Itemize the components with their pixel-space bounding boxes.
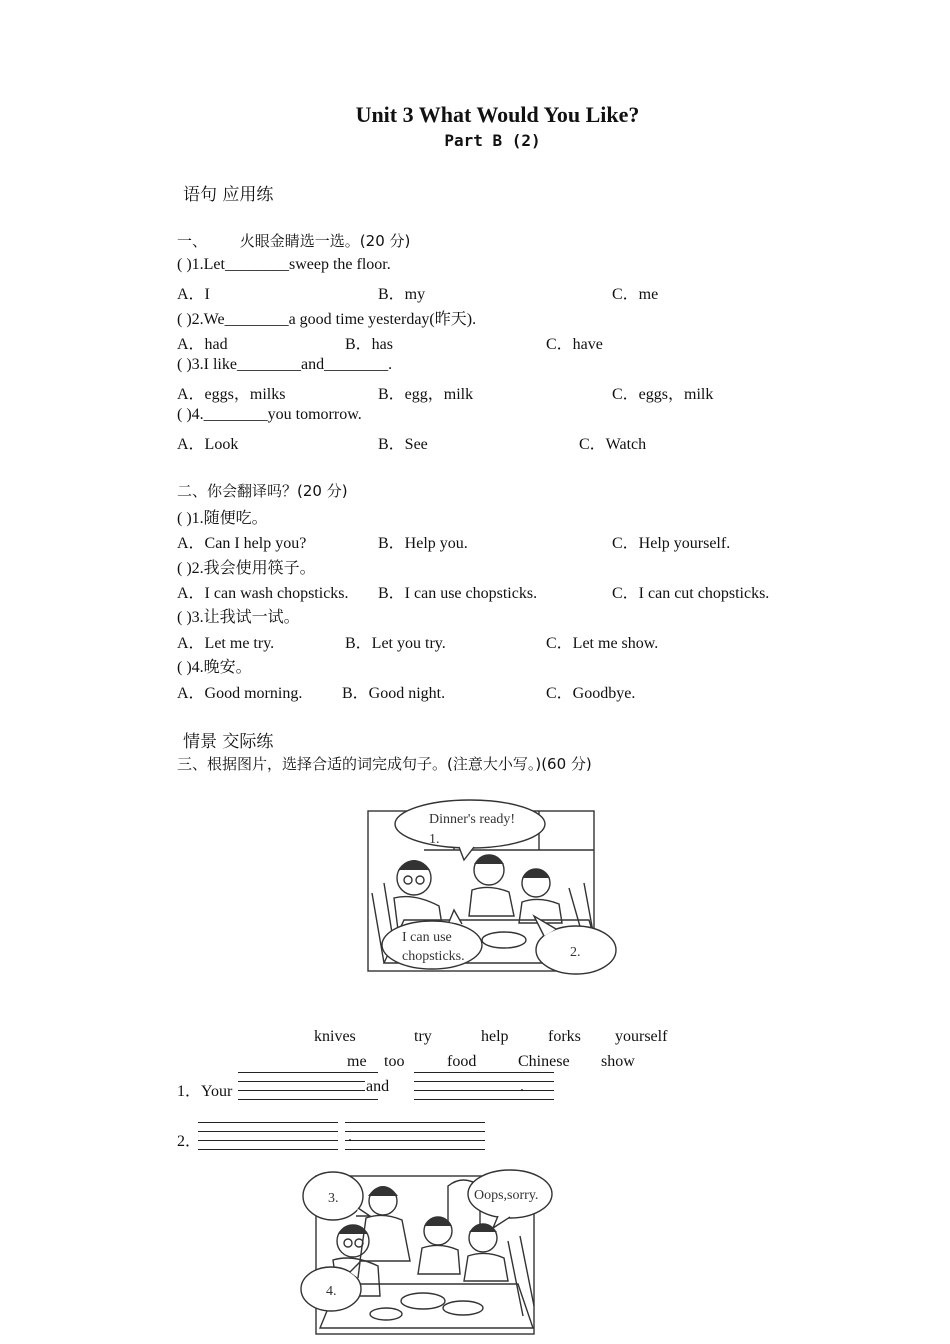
page-subtitle: Part B (2) <box>444 131 541 150</box>
question-text: ( )4.________you tomorrow. <box>177 406 362 423</box>
option-c: C．Goodbye. <box>546 685 636 702</box>
word-bank-word: too <box>384 1053 405 1070</box>
word-bank-word: forks <box>548 1028 581 1045</box>
page-title: Unit 3 What Would You Like? <box>355 102 640 127</box>
writing-line <box>345 1140 485 1141</box>
answer-line-1-period: . <box>520 1078 524 1095</box>
word-bank-word: food <box>447 1053 477 1070</box>
writing-line <box>198 1122 338 1123</box>
section1-heading-text: 火眼金睛选一选。(20 分) <box>239 232 411 250</box>
writing-line <box>238 1081 378 1082</box>
option-a: A．Can I help you? <box>177 535 307 552</box>
option-c: C．Let me show. <box>546 635 659 652</box>
option-b: B．I can use chopsticks. <box>378 585 538 602</box>
answer-line-1-and: and <box>366 1078 390 1095</box>
bubble-blank-3: 3. <box>328 1191 339 1206</box>
word-bank-word: try <box>414 1028 432 1045</box>
option-a: A．Good morning. <box>177 685 303 702</box>
bubble-i-can-use-line1: I can use <box>402 930 452 945</box>
option-b: B．my <box>378 286 426 303</box>
option-a: A．Let me try. <box>177 635 275 652</box>
writing-line <box>198 1149 338 1150</box>
option-a: A．eggs，milks <box>177 386 286 403</box>
answer-line-2-label: 2． <box>177 1133 202 1150</box>
option-a: A．Look <box>177 436 239 453</box>
bubble-i-can-use-line2: chopsticks. <box>402 949 465 964</box>
writing-line <box>345 1131 485 1132</box>
option-c: C．have <box>546 336 603 353</box>
answer-line-2-period: . <box>348 1128 352 1145</box>
question-text: ( )3.让我试一试。 <box>177 609 300 626</box>
writing-line <box>198 1140 338 1141</box>
writing-line <box>198 1131 338 1132</box>
option-c: C．Watch <box>579 436 647 453</box>
bubble-blank-2: 2. <box>570 945 581 960</box>
writing-line <box>238 1072 378 1073</box>
writing-line <box>345 1122 485 1123</box>
section1-heading-num: 一、 <box>177 232 208 250</box>
word-bank-word: show <box>601 1053 635 1070</box>
option-a: A．I <box>177 286 210 303</box>
option-c: C．eggs，milk <box>612 386 714 403</box>
question-text: ( )2.我会使用筷子。 <box>177 560 316 577</box>
question-text: ( )1.随便吃。 <box>177 510 268 527</box>
option-b: B．See <box>378 436 428 453</box>
writing-line <box>414 1072 554 1073</box>
option-b: B．Help you. <box>378 535 468 552</box>
writing-line <box>414 1081 554 1082</box>
section-band-sentence: 语句 应用练 <box>183 185 274 205</box>
section1-heading <box>177 230 410 251</box>
question-text: ( )2.We________a good time yesterday(昨天). <box>177 311 477 328</box>
answer-line-1-label: 1．Your <box>177 1083 233 1100</box>
question-text: ( )4.晚安。 <box>177 659 252 676</box>
option-b: B．Good night. <box>342 685 446 702</box>
option-a: A．I can wash chopsticks. <box>177 585 349 602</box>
writing-line <box>345 1149 485 1150</box>
bubble-blank-1: 1. <box>429 832 440 847</box>
word-bank-word: yourself <box>615 1028 668 1045</box>
writing-line <box>238 1090 378 1091</box>
option-b: B．has <box>345 336 394 353</box>
bubble-dinners-ready: Dinner's ready! <box>429 812 516 827</box>
word-bank-word: help <box>481 1028 509 1045</box>
question-text: ( )1.Let________sweep the floor. <box>177 256 391 273</box>
option-c: C．Help yourself. <box>612 535 731 552</box>
writing-line <box>414 1099 554 1100</box>
word-bank-word: knives <box>314 1028 356 1045</box>
word-bank-word: me <box>347 1053 367 1070</box>
section2-heading: 二、你会翻译吗？(20 分) <box>177 482 348 500</box>
option-c: C．me <box>612 286 659 303</box>
option-b: B．egg，milk <box>378 386 474 403</box>
bubble-oops-sorry: Oops,sorry. <box>474 1188 539 1203</box>
section-band-scene: 情景 交际练 <box>183 732 274 752</box>
bubble-blank-4: 4. <box>326 1284 337 1299</box>
writing-line <box>238 1099 378 1100</box>
dinner-scene-illustration-2 <box>298 1166 554 1336</box>
option-a: A．had <box>177 336 228 353</box>
question-text: ( )3.I like________and________. <box>177 356 393 373</box>
option-b: B．Let you try. <box>345 635 446 652</box>
writing-line <box>414 1090 554 1091</box>
word-bank-word: Chinese <box>518 1053 570 1070</box>
option-c: C．I can cut chopsticks. <box>612 585 770 602</box>
section3-heading: 三、根据图片，选择合适的词完成句子。(注意大小写。)(60 分) <box>177 755 592 773</box>
dinner-scene-illustration-1 <box>364 798 620 976</box>
